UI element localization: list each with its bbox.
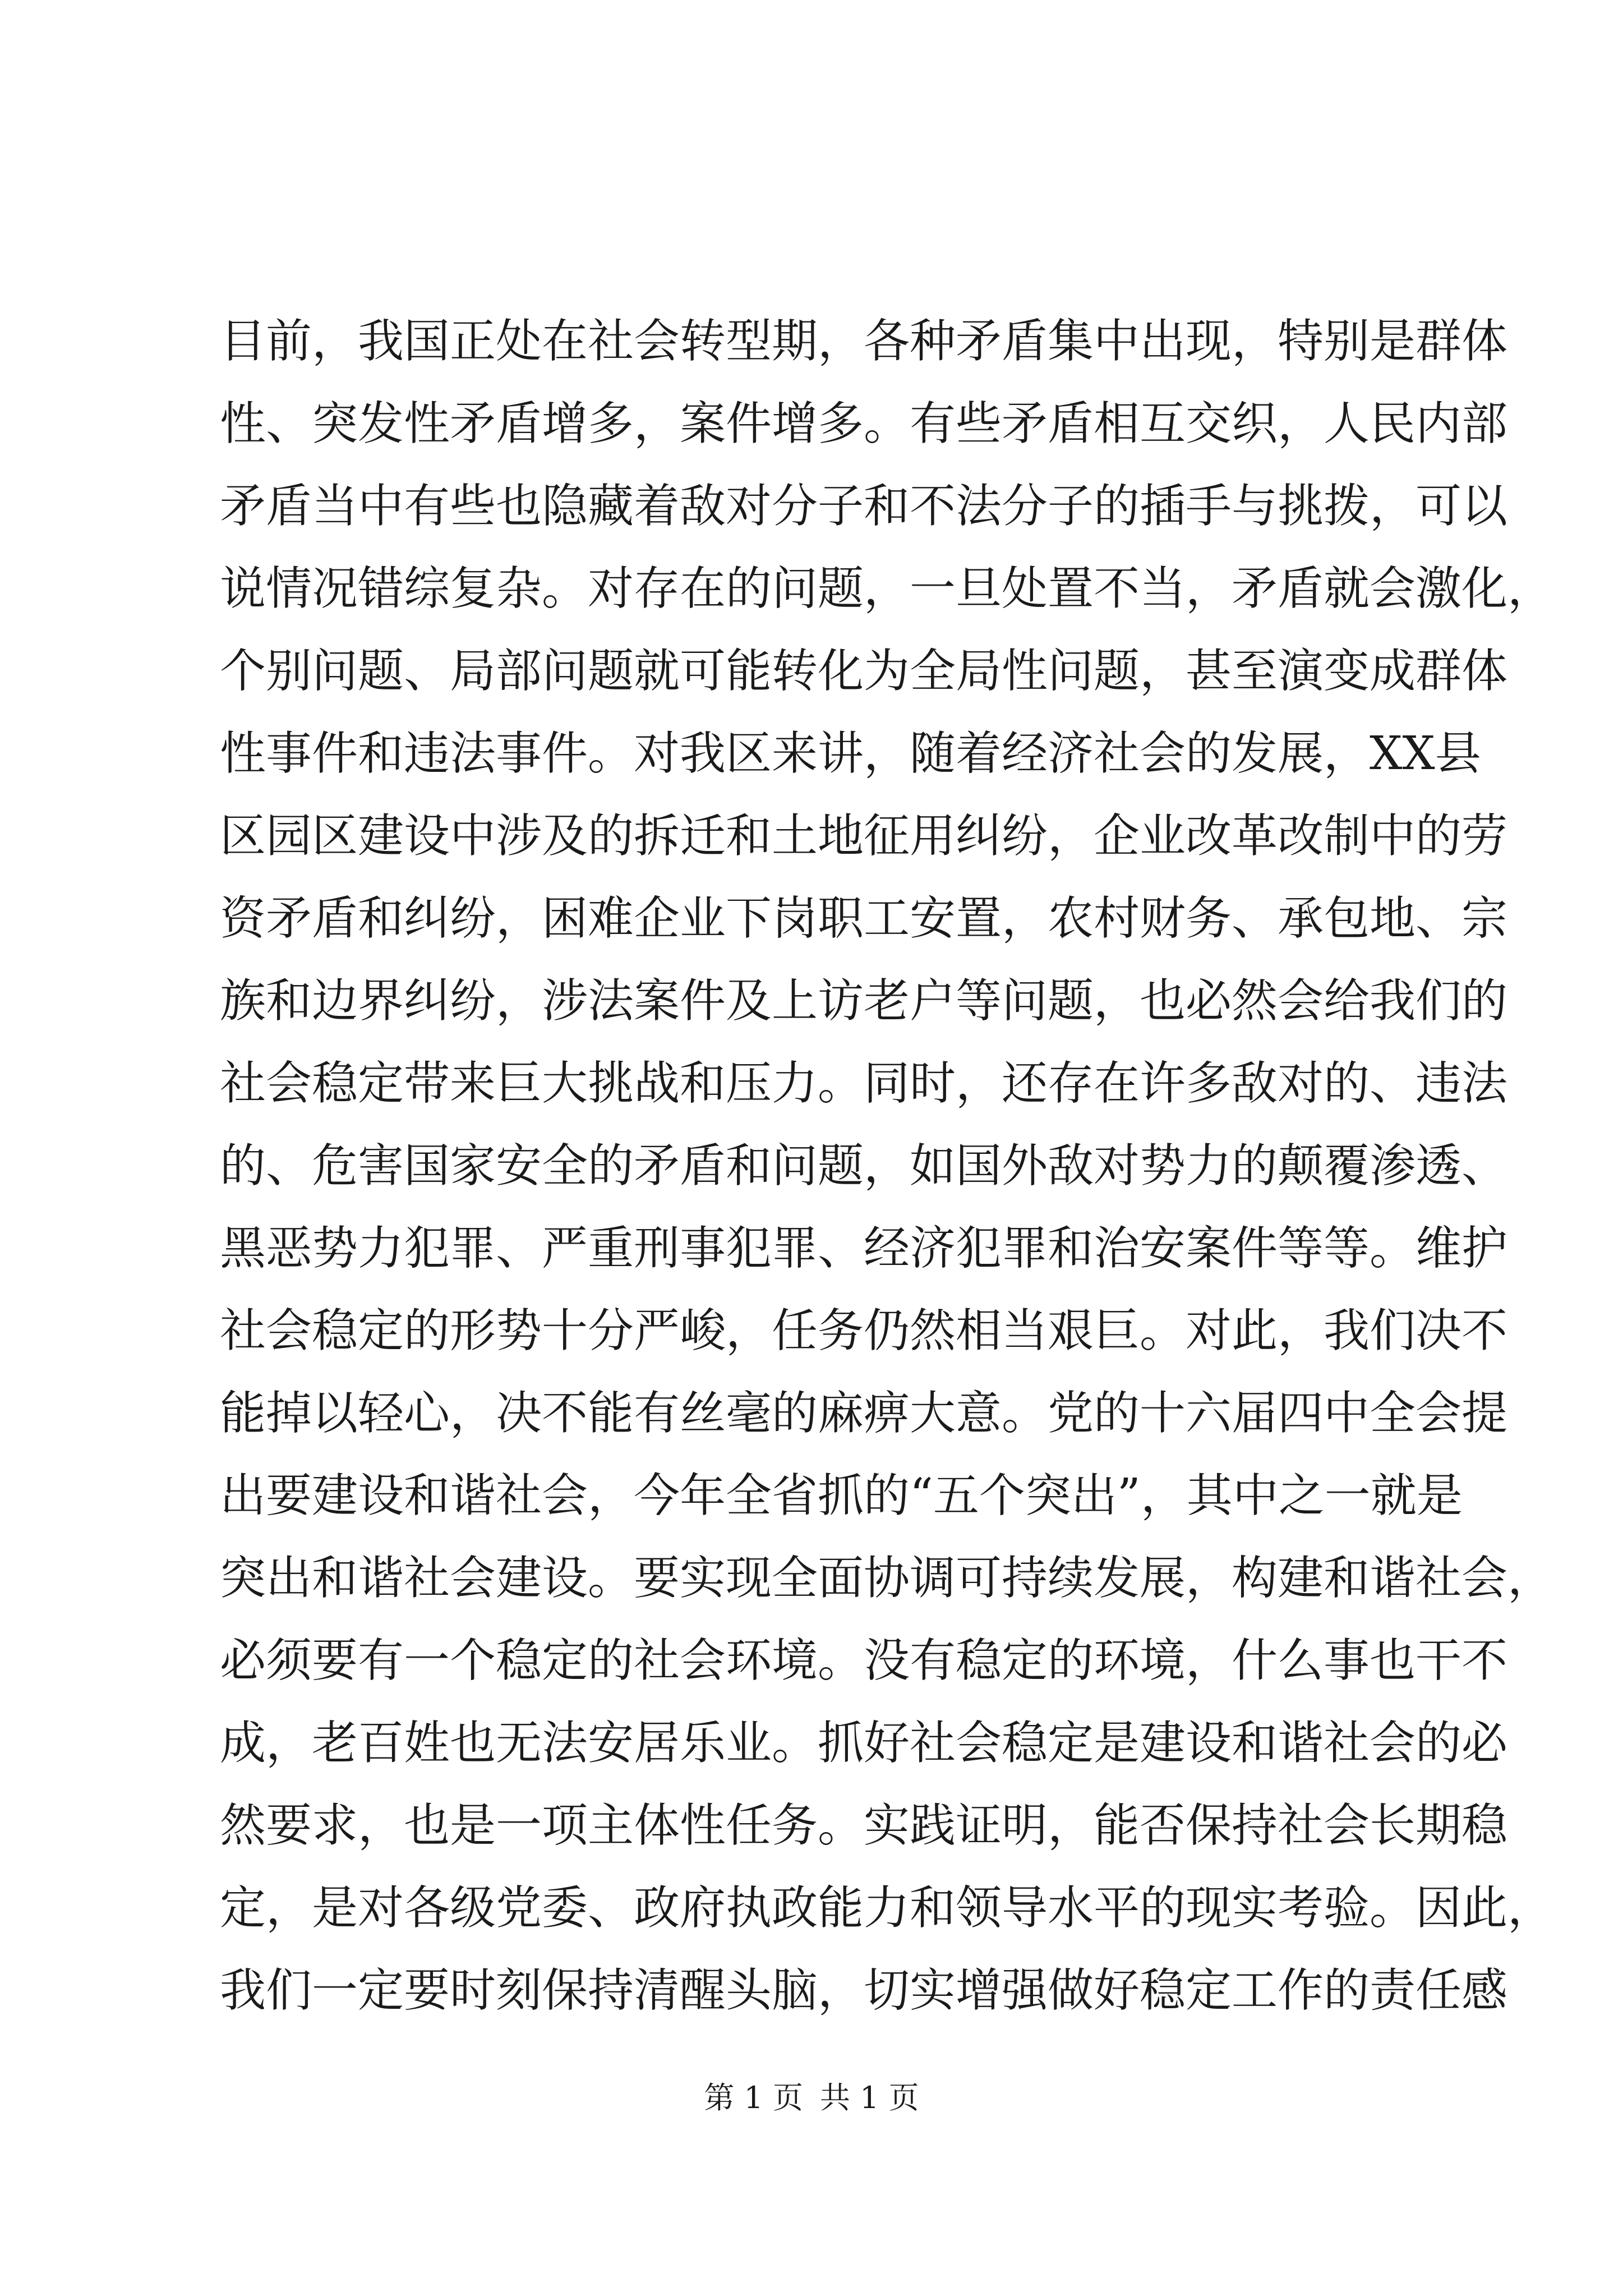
text-line: 必须要有一个稳定的社会环境。没有稳定的环境，什么事也干不 [220, 1634, 1508, 1687]
text-line: 我们一定要时刻保持清醒头脑，切实增强做好稳定工作的责任感 [220, 1964, 1508, 2017]
text-line: 区园区建设中涉及的拆迁和土地征用纠纷，企业改革改制中的劳 [220, 809, 1508, 863]
text-line: 能掉以轻心，决不能有丝毫的麻痹大意。党的十六届四中全会提 [220, 1387, 1508, 1440]
text-line: 目前，我国正处在社会转型期，各种矛盾集中出现，特别是群体 [220, 315, 1508, 368]
text-line: 族和边界纠纷，涉法案件及上访老户等问题，也必然会给我们的 [220, 974, 1508, 1028]
page-total: 共 1 页 [820, 2080, 919, 2115]
page-footer [0, 2076, 1623, 2120]
text-line: 社会稳定带来巨大挑战和压力。同时，还存在许多敌对的、违法 [220, 1057, 1508, 1110]
text-line: 出要建设和谐社会，今年全省抓的“五个突出”，其中之一就是 [220, 1469, 1463, 1522]
page-number: 第 1 页 [704, 2080, 803, 2115]
body-paragraph [220, 300, 1554, 2032]
text-line: 定，是对各级党委、政府执政能力和领导水平的现实考验。因此， [220, 1881, 1554, 1935]
text-line: 资矛盾和纠纷，困难企业下岗职工安置，农村财务、承包地、宗 [220, 892, 1508, 945]
text-line: 黑恶势力犯罪、严重刑事犯罪、经济犯罪和治安案件等等。维护 [220, 1222, 1508, 1275]
text-line: 矛盾当中有些也隐藏着敌对分子和不法分子的插手与挑拨，可以 [220, 480, 1508, 533]
text-line: 社会稳定的形势十分严峻，任务仍然相当艰巨。对此，我们决不 [220, 1304, 1508, 1358]
text-line: 性事件和违法事件。对我区来讲，随着经济社会的发展，XX县 [220, 727, 1481, 780]
text-line: 说情况错综复杂。对存在的问题，一旦处置不当，矛盾就会激化， [220, 562, 1554, 615]
text-line: 个别问题、局部问题就可能转化为全局性问题，甚至演变成群体 [220, 645, 1508, 698]
text-line: 性、突发性矛盾增多，案件增多。有些矛盾相互交织，人民内部 [220, 397, 1508, 450]
text-line: 成，老百姓也无法安居乐业。抓好社会稳定是建设和谐社会的必 [220, 1717, 1508, 1770]
text-line: 的、危害国家安全的矛盾和问题，如国外敌对势力的颠覆渗透、 [220, 1139, 1508, 1193]
text-line: 然要求，也是一项主体性任务。实践证明，能否保持社会长期稳 [220, 1799, 1508, 1852]
text-line: 突出和谐社会建设。要实现全面协调可持续发展，构建和谐社会， [220, 1552, 1554, 1605]
